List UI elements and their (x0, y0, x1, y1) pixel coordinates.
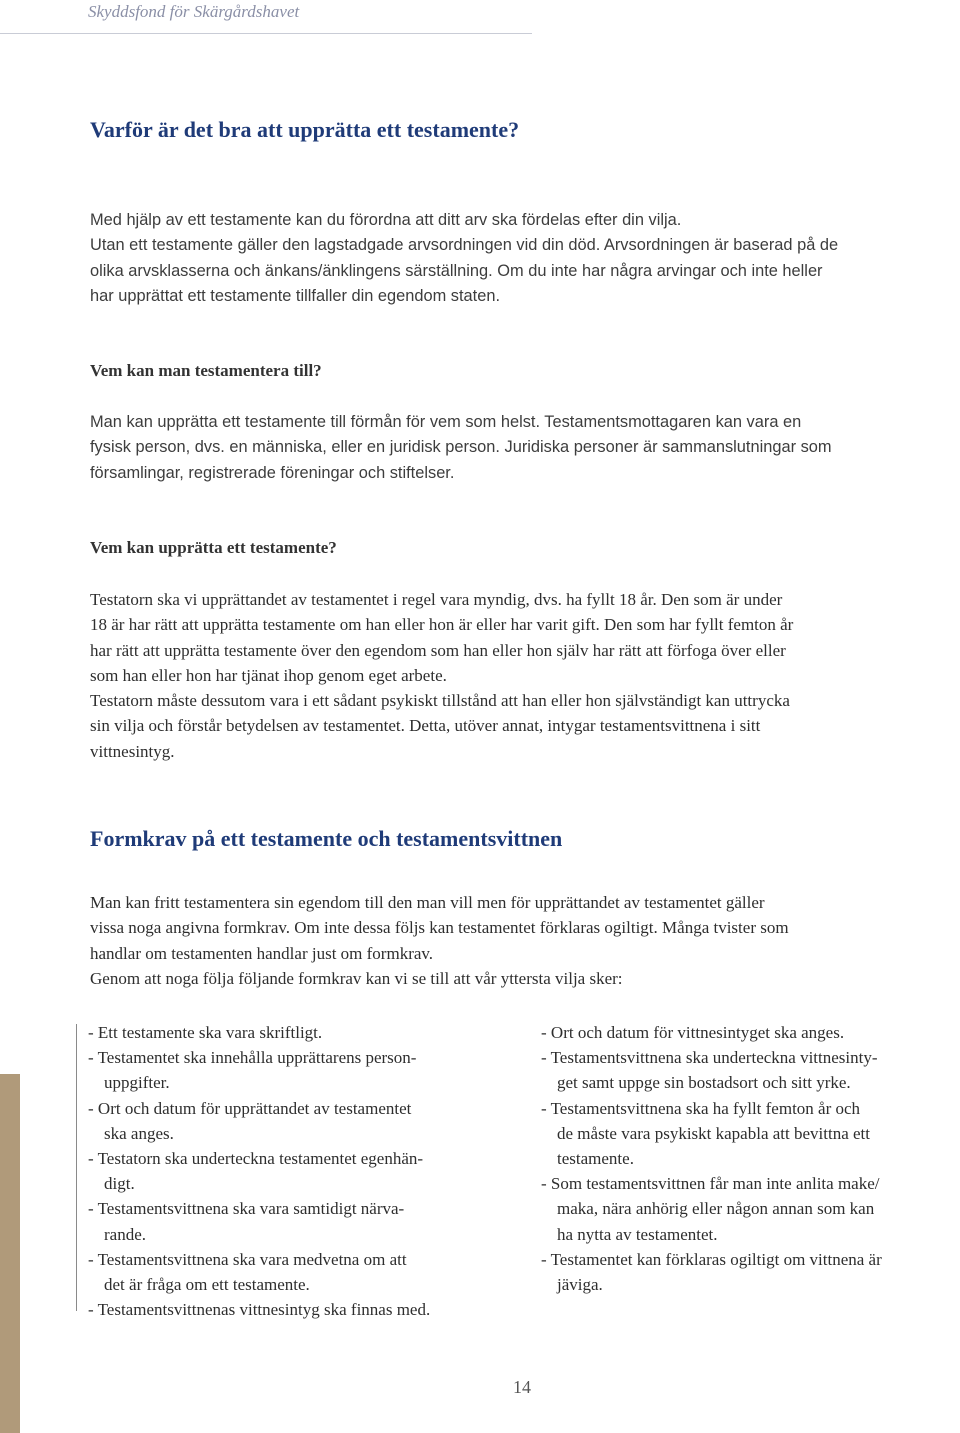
text-line: 18 är har rätt att upprätta testamente om han eller hon är eller har varit gift. Den som har fyllt femton år (90, 615, 794, 635)
list-left-rule (76, 1024, 77, 1311)
list-item-text: uppgifter. (104, 1073, 170, 1093)
list-item-text: det är fråga om ett testamente. (104, 1275, 310, 1295)
requirements-list-left (88, 1020, 430, 1322)
list-item-text: - Ort och datum för vittnesintyget ska anges. (541, 1023, 845, 1042)
list-item-text: - Testamentet kan förklaras ogiltigt om vittnena är (541, 1249, 882, 1269)
list-item-text: de måste vara psykiskt kapabla att bevittna ett (557, 1123, 870, 1143)
running-header: Skyddsfond för Skärgårdshavet (88, 2, 300, 21)
page-number: 14 (513, 1377, 531, 1397)
list-item-text: - Testamentet ska innehålla upprättarens person- (88, 1048, 417, 1068)
section-heading-why: Varför är det bra att upprätta ett testamente? (90, 117, 520, 142)
text-line: Utan ett testamente gäller den lagstadgade arvsordningen vid din död. Arvsordningen är baserad på de (90, 236, 839, 255)
list-item-text: rande. (104, 1224, 147, 1244)
list-item (88, 1020, 430, 1045)
text-line: Man kan fritt testamentera sin egendom till den man vill men för upprättandet av testamentet gäller (90, 893, 765, 912)
list-item (541, 1045, 882, 1095)
list-item-text: get samt uppge sin bostadsort och sitt yrke. (557, 1073, 851, 1093)
text-line: sin vilja och förstår betydelsen av testamentet. Detta, utöver annat, intygar testamentsvittnena i sitt (90, 716, 761, 736)
list-item-text: - Som testamentsvittnen får man inte anlita make/ (541, 1174, 880, 1194)
list-item (88, 1146, 430, 1196)
section-why-paragraph (90, 208, 960, 309)
list-item-text: - Testamentsvittnena ska vara medvetna om att (88, 1249, 407, 1269)
list-item-text: testamente. (557, 1149, 634, 1169)
text-line: har upprättat ett testamente tillfaller din egendom staten. (90, 286, 501, 305)
list-item (541, 1096, 882, 1172)
list-item-text: - Ett testamente ska vara skriftligt. (88, 1023, 323, 1042)
text-line: Genom att noga följa följande formkrav kan vi se till att vår yttersta vilja sker: (90, 968, 623, 988)
list-item (88, 1297, 430, 1322)
text-line: Med hjälp av ett testamente kan du förordna att ditt arv ska fördelas efter din vilja. (90, 211, 682, 229)
text-line: församlingar, registrerade föreningar och stiftelser. (90, 463, 455, 482)
list-item (541, 1020, 882, 1045)
section-to-whom-paragraph (90, 410, 960, 486)
section-who-can-paragraph (90, 587, 960, 764)
header-divider (0, 33, 532, 34)
list-item-text: - Testamentsvittnena ska underteckna vittnesinty- (541, 1048, 878, 1068)
text-line: Man kan upprätta ett testamente till förmån för vem som helst. Testamentsmottagaren kan vara en (90, 413, 802, 431)
list-item (88, 1045, 430, 1095)
list-item-text: - Testamentsvittnena ska vara samtidigt närva- (88, 1199, 405, 1219)
text-line: som han eller hon har tjänat ihop genom eget arbete. (90, 665, 447, 685)
text-line: handlar om testamenten handlar just om formkrav. (90, 943, 434, 963)
list-item-text: - Testamentsvittnenas vittnesintyg ska finnas med. (88, 1300, 431, 1320)
list-item-text: - Ort och datum för upprättandet av testamentet (88, 1098, 412, 1118)
list-item-text: ska anges. (104, 1123, 174, 1143)
section-heading-form-requirements: Formkrav på ett testamente och testamentsvittnen (90, 826, 563, 851)
section-heading-who-can: Vem kan upprätta ett testamente? (90, 538, 337, 557)
requirements-list-right (541, 1020, 882, 1297)
text-line: har rätt att upprätta testamente över den egendom som han eller hon själv har rätt att förfoga över eller (90, 640, 786, 660)
list-item-text: digt. (104, 1174, 135, 1194)
list-item (541, 1171, 882, 1247)
list-item (541, 1247, 882, 1297)
text-line: Testatorn måste dessutom vara i ett sådant psykiskt tillstånd att han eller hon självständigt kan uttrycka (90, 691, 790, 711)
list-item (88, 1096, 430, 1146)
section-form-requirements-paragraph (90, 890, 960, 991)
text-line: olika arvsklasserna och änkans/änklingens särställning. Om du inte har några arvingar och inte heller (90, 261, 823, 280)
list-item-text: - Testatorn ska underteckna testamentet egenhän- (88, 1149, 424, 1169)
list-item (88, 1247, 430, 1297)
list-item-text: ha nytta av testamentet. (557, 1224, 718, 1244)
text-line: vissa noga angivna formkrav. Om inte dessa följs kan testamentet förklaras ogiltigt. Många tvister som (90, 918, 789, 938)
text-line: vittnesintyg. (90, 741, 175, 761)
list-item-text: maka, nära anhörig eller någon annan som kan (557, 1199, 875, 1219)
list-item (88, 1196, 430, 1246)
list-item-text: - Testamentsvittnena ska ha fyllt femton år och (541, 1098, 861, 1118)
section-heading-to-whom: Vem kan man testamentera till? (90, 361, 322, 380)
text-line: fysisk person, dvs. en människa, eller en juridisk person. Juridiska personer är sammanslutningar som (90, 438, 832, 457)
text-line: Testatorn ska vi upprättandet av testamentet i regel vara myndig, dvs. ha fyllt 18 år. Den som är under (90, 590, 783, 609)
list-item-text: jäviga. (557, 1275, 603, 1295)
